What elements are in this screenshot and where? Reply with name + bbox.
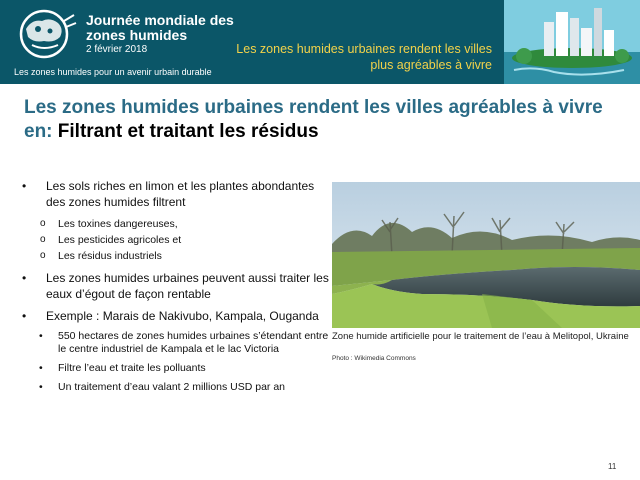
sub-bullet-industrial: o Les résidus industriels bbox=[20, 248, 330, 264]
slide-title bbox=[24, 96, 624, 144]
slide-title-topic: Filtrant et traitant les résidus bbox=[57, 121, 319, 142]
event-slogan: Les zones humides pour un avenir urbain durable bbox=[14, 67, 212, 77]
bullet-list bbox=[20, 178, 330, 400]
wetland-globe-logo-icon bbox=[14, 9, 78, 59]
bullet-sewage-treatment: • Les zones humides urbaines peuvent aussi traiter les eaux d’égout de façon rentable bbox=[20, 270, 330, 302]
example-item-filter: • Filtre l’eau et traite les polluants bbox=[20, 362, 330, 375]
photo-caption: Zone humide artificielle pour le traitement de l’eau à Melitopol, Ukraine bbox=[332, 331, 629, 342]
event-date: 2 février 2018 bbox=[86, 44, 148, 55]
bullet-example: • Exemple : Marais de Nakivubo, Kampala, Ouganda bbox=[20, 308, 330, 324]
sub-bullet-list bbox=[20, 216, 330, 264]
city-wetland-illustration-icon bbox=[504, 0, 640, 84]
event-title: Journée mondiale des zones humides bbox=[86, 12, 234, 43]
sub-bullet-toxins: o Les toxines dangereuses, bbox=[20, 216, 330, 232]
example-item-area: • 550 hectares de zones humides urbaines s’étendant entre le centre industriel de Kampala et le lac Victoria bbox=[20, 330, 330, 356]
photo-credit: Photo : Wikimedia Commons bbox=[332, 355, 416, 362]
wetland-pond-photo-icon bbox=[332, 182, 640, 328]
bullet-soil-filtering: • Les sols riches en limon et les plantes abondantes des zones humides filtrent bbox=[20, 178, 330, 210]
banner-tagline: Les zones humides urbaines rendent les villes plus agréables à vivre bbox=[236, 42, 492, 72]
sub-bullet-pesticides: o Les pesticides agricoles et bbox=[20, 232, 330, 248]
slide-title-lead: Les zones humides urbaines rendent les villes agréables à vivre en: bbox=[24, 97, 603, 142]
slide-number: 11 bbox=[608, 462, 617, 471]
example-item-value: • Un traitement d’eau valant 2 millions USD par an bbox=[20, 381, 330, 394]
header-banner bbox=[0, 0, 640, 84]
